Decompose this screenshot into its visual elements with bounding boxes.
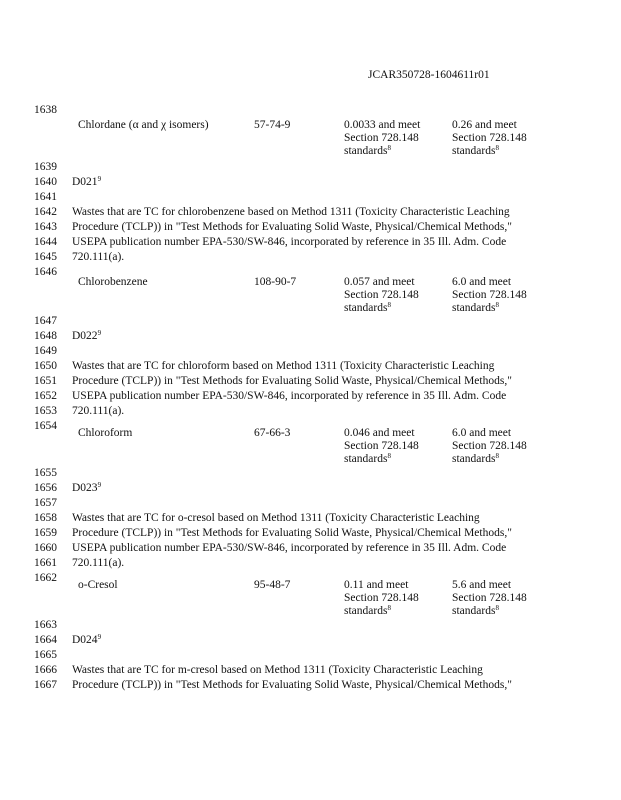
description-line: USEPA publication number EPA-530/SW-846, incorporated by reference in 35 Ill. Adm. Code xyxy=(72,542,507,554)
waste-code: $D022^9$ xyxy=(72,329,102,342)
line-number: 1642 xyxy=(34,206,57,218)
wastewater-standard-line: standards$^8$ xyxy=(344,301,391,314)
nonwastewater-standard-line: 6.0 and meet xyxy=(452,427,512,439)
line-number: 1649 xyxy=(34,345,57,357)
waste-code: $D023^9$ xyxy=(72,481,102,494)
footnote-ref: 8 xyxy=(495,604,499,612)
nonwastewater-standard-line: Section 728.148 xyxy=(452,132,527,144)
line-number: 1657 xyxy=(34,497,57,509)
line-number: 1663 xyxy=(34,619,57,631)
line-number: 1653 xyxy=(34,405,57,417)
wastewater-standard-line: standards$^8$ xyxy=(344,144,391,157)
nonwastewater-standard-line: 6.0 and meet xyxy=(452,276,512,288)
cas-number: 108-90-7 xyxy=(254,276,297,288)
line-number: 1666 xyxy=(34,664,57,676)
description-line: Procedure (TCLP)) in "Test Methods for Evaluating Solid Waste, Physical/Chemical Methods," xyxy=(72,375,512,387)
wastewater-standard-line: 0.0033 and meet xyxy=(344,119,421,131)
description-line: Wastes that are TC for chlorobenzene based on Method 1311 (Toxicity Characteristic Leaching xyxy=(72,206,510,218)
wastewater-standard-line: 0.046 and meet xyxy=(344,427,415,439)
description-line: Procedure (TCLP)) in "Test Methods for Evaluating Solid Waste, Physical/Chemical Methods," xyxy=(72,679,512,691)
footnote-ref: 9 xyxy=(97,175,102,183)
line-number: 1656 xyxy=(34,482,57,494)
line-number: 1661 xyxy=(34,557,57,569)
line-number: 1641 xyxy=(34,191,57,203)
wastewater-standard-line: Section 728.148 xyxy=(344,592,419,604)
wastewater-standard-line: standards$^8$ xyxy=(344,604,391,617)
footnote-ref: 9 xyxy=(97,633,102,641)
cas-number: 67-66-3 xyxy=(254,427,291,439)
wastewater-standard-line: Section 728.148 xyxy=(344,440,419,452)
line-number: 1644 xyxy=(34,236,57,248)
footnote-ref: 8 xyxy=(387,301,391,309)
wastewater-standard-line: standards$^8$ xyxy=(344,452,391,465)
nonwastewater-standard-line: standards$^8$ xyxy=(452,604,499,617)
waste-code: $D024^9$ xyxy=(72,633,102,646)
description-line: 720.111(a). xyxy=(72,251,125,263)
footnote-ref: 8 xyxy=(495,301,499,309)
line-number: 1660 xyxy=(34,542,57,554)
line-number: 1651 xyxy=(34,375,57,387)
footnote-ref: 8 xyxy=(387,144,391,152)
line-number: 1655 xyxy=(34,467,57,479)
cas-number: 57-74-9 xyxy=(254,119,291,131)
waste-code: $D021^9$ xyxy=(72,175,102,188)
line-number: 1647 xyxy=(34,315,57,327)
footnote-ref: 8 xyxy=(495,144,499,152)
description-line: Wastes that are TC for o-cresol based on Method 1311 (Toxicity Characteristic Leaching xyxy=(72,512,480,524)
line-number: 1667 xyxy=(34,679,57,691)
description-line: Wastes that are TC for m-cresol based on Method 1311 (Toxicity Characteristic Leaching xyxy=(72,664,483,676)
chemical-name: Chlorobenzene xyxy=(78,276,148,288)
description-line: 720.111(a). xyxy=(72,557,125,569)
line-number: 1646 xyxy=(34,266,57,278)
nonwastewater-standard-line: Section 728.148 xyxy=(452,289,527,301)
line-number: 1648 xyxy=(34,330,57,342)
nonwastewater-standard-line: standards$^8$ xyxy=(452,144,499,157)
chemical-name: Chlordane (α and χ isomers) xyxy=(78,119,209,131)
nonwastewater-standard-line: standards$^8$ xyxy=(452,452,499,465)
description-line: Procedure (TCLP)) in "Test Methods for Evaluating Solid Waste, Physical/Chemical Methods," xyxy=(72,221,512,233)
footnote-ref: 8 xyxy=(495,452,499,460)
chemical-name: Chloroform xyxy=(78,427,133,439)
line-number: 1652 xyxy=(34,390,57,402)
line-number: 1640 xyxy=(34,176,57,188)
nonwastewater-standard-line: 0.26 and meet xyxy=(452,119,517,131)
footnote-ref: 9 xyxy=(97,329,102,337)
line-number: 1654 xyxy=(34,420,57,432)
wastewater-standard-line: Section 728.148 xyxy=(344,289,419,301)
description-line: USEPA publication number EPA-530/SW-846, incorporated by reference in 35 Ill. Adm. Code xyxy=(72,236,507,248)
wastewater-standard-line: 0.11 and meet xyxy=(344,579,409,591)
line-number: 1659 xyxy=(34,527,57,539)
line-number: 1658 xyxy=(34,512,57,524)
line-number: 1639 xyxy=(34,161,57,173)
footnote-ref: 8 xyxy=(387,604,391,612)
nonwastewater-standard-line: 5.6 and meet xyxy=(452,579,512,591)
wastewater-standard-line: 0.057 and meet xyxy=(344,276,415,288)
line-number: 1643 xyxy=(34,221,57,233)
description-line: Procedure (TCLP)) in "Test Methods for Evaluating Solid Waste, Physical/Chemical Methods," xyxy=(72,527,512,539)
cas-number: 95-48-7 xyxy=(254,579,291,591)
nonwastewater-standard-line: Section 728.148 xyxy=(452,592,527,604)
line-number: 1665 xyxy=(34,649,57,661)
wastewater-standard-line: Section 728.148 xyxy=(344,132,419,144)
line-number: 1662 xyxy=(34,572,57,584)
line-number: 1638 xyxy=(34,104,57,116)
nonwastewater-standard-line: Section 728.148 xyxy=(452,440,527,452)
document-id: JCAR350728-1604611r01 xyxy=(368,69,490,81)
line-number: 1664 xyxy=(34,634,57,646)
footnote-ref: 8 xyxy=(387,452,391,460)
description-line: USEPA publication number EPA-530/SW-846, incorporated by reference in 35 Ill. Adm. Code xyxy=(72,390,507,402)
description-line: Wastes that are TC for chloroform based on Method 1311 (Toxicity Characteristic Leaching xyxy=(72,360,495,372)
chemical-name: o-Cresol xyxy=(78,579,118,591)
line-number: 1645 xyxy=(34,251,57,263)
footnote-ref: 9 xyxy=(97,481,102,489)
line-number: 1650 xyxy=(34,360,57,372)
description-line: 720.111(a). xyxy=(72,405,125,417)
nonwastewater-standard-line: standards$^8$ xyxy=(452,301,499,314)
